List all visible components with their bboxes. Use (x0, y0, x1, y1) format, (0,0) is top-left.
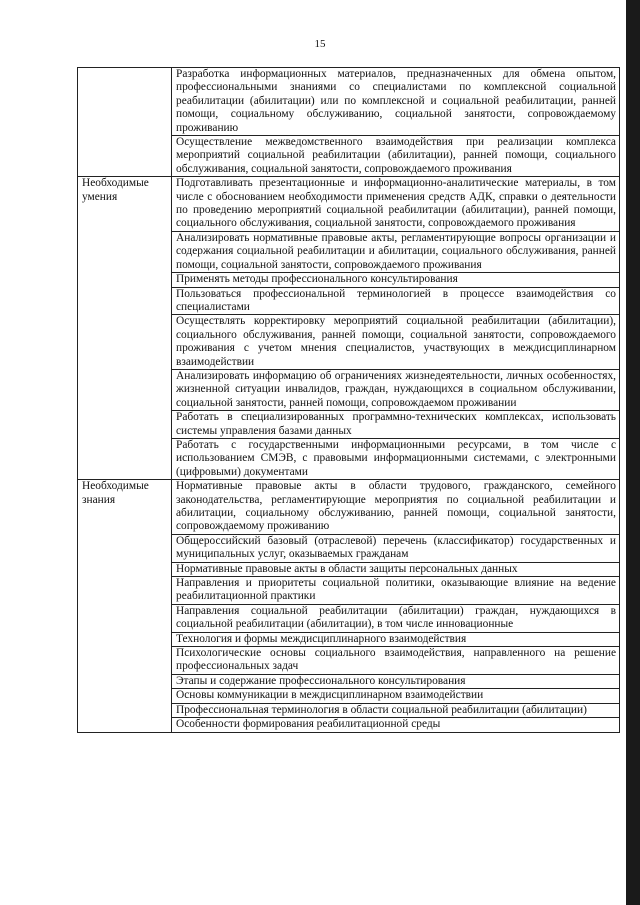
table-cell: Профессиональная терминология в области социальной реабилитации (абилитации) (172, 703, 620, 717)
table-cell: Осуществлять корректировку мероприятий социальной реабилитации (абилитации), социального обслуживания, ранней помощи, социальной занятости, сопровождаемого проживания с учетом мнения специалистов, участвующих в междисциплинарном взаимодействии (172, 315, 620, 370)
table-cell: Работать с государственными информационными ресурсами, в том числе с использованием СМЭВ, с правовыми информационными системами, с электронными (цифровыми) документами (172, 438, 620, 479)
table-cell: Применять методы профессионального консультирования (172, 273, 620, 287)
table-cell: Осуществление межведомственного взаимодействия при реализации комплекса мероприятий социальной реабилитации (абилитации), ранней помощи, социального обслуживания, социальной занятости, сопровождаемого проживания (172, 136, 620, 177)
page-number: 15 (314, 38, 326, 50)
table-cell: Технология и формы междисциплинарного взаимодействия (172, 632, 620, 646)
table-row (78, 480, 620, 535)
scan-edge (626, 0, 640, 905)
table-cell: Психологические основы социального взаимодействия, направленного на решение профессиональных задач (172, 647, 620, 675)
table-cell: Общероссийский базовый (отраслевой) перечень (классификатор) государственных и муниципальных услуг, оказываемых гражданам (172, 534, 620, 562)
qualification-table (77, 67, 620, 733)
table-cell: Направления и приоритеты социальной политики, оказывающие влияние на ведение реабилитационной практики (172, 577, 620, 605)
table-cell: Подготавливать презентационные и информационно-аналитические материалы, в том числе с обоснованием необходимости применения средств АДК, справки о деятельности по проведению мероприятий социальной реабилитации (абилитации), ранней помощи, социального обслуживания, социальной занятости, сопровождаемого проживания (172, 177, 620, 232)
table-cell: Разработка информационных материалов, предназначенных для обмена опытом, профессиональными знаниями со специалистами по комплексной социальной реабилитации (абилитации) или по комплексной и социальной реабилитации, ранней помощи, социальному обслуживанию, социальной занятости, сопровождаемому проживанию (172, 68, 620, 136)
table-cell: Направления социальной реабилитации (абилитации) граждан, нуждающихся в социальной реабилитации (абилитации), в том числе инновационные (172, 604, 620, 632)
table-cell: Нормативные правовые акты в области трудового, гражданского, семейного законодательства, регламентирующие мероприятия по социальной реабилитации и абилитации, социальному обслуживанию, ранней помощи, социальной занятости, сопровождаемому проживанию (172, 480, 620, 535)
row-label-skills: Необходимые умения (78, 177, 172, 480)
table-cell: Основы коммуникации в междисциплинарном взаимодействии (172, 689, 620, 703)
table-row (78, 177, 620, 232)
table-cell: Этапы и содержание профессионального консультирования (172, 674, 620, 688)
table-cell: Анализировать информацию об ограничениях жизнедеятельности, личных особенностях, жизненной ситуации инвалидов, граждан, нуждающихся в социальном обслуживании, социальной занятости, ранней помощи, сопровождаемом проживании (172, 369, 620, 410)
table-cell: Пользоваться профессиональной терминологией в процессе взаимодействия со специалистами (172, 287, 620, 315)
table-row (78, 68, 620, 136)
table-cell: Нормативные правовые акты в области защиты персональных данных (172, 562, 620, 576)
row-label-empty (78, 68, 172, 177)
table-cell: Особенности формирования реабилитационной среды (172, 718, 620, 732)
table-cell: Работать в специализированных программно-технических комплексах, использовать системы управления базами данных (172, 411, 620, 439)
row-label-knowledge: Необходимые знания (78, 480, 172, 732)
table-cell: Анализировать нормативные правовые акты, регламентирующие вопросы организации и содержания социальной реабилитации и абилитации, социального обслуживания, ранней помощи, социальной занятости, сопровождаемого проживания (172, 231, 620, 272)
